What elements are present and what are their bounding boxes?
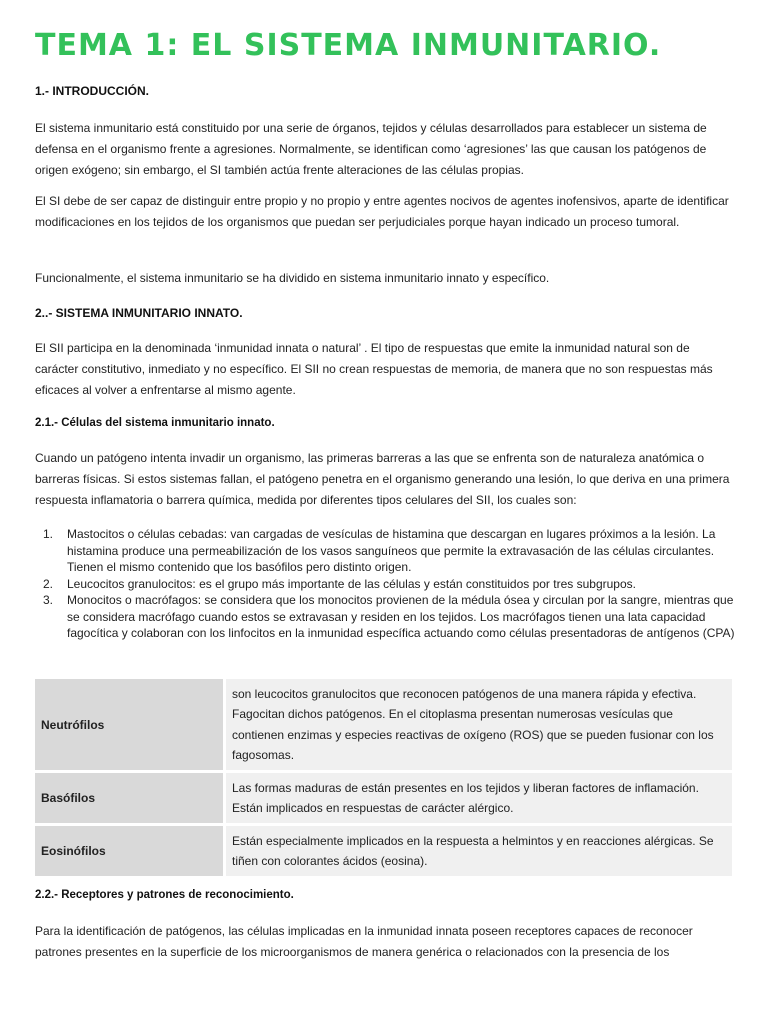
table-row xyxy=(35,826,732,876)
cell-types-list xyxy=(35,526,735,642)
cell-description: Están especialmente implicados en la respuesta a helmintos y en reacciones alérgicas. Se tiñen con colorantes ácidos (eosina). xyxy=(226,826,732,876)
heading-innate-cells: 2.1.- Células del sistema inmunitario innato. xyxy=(35,417,275,429)
heading-innate-system: 2..- SISTEMA INMUNITARIO INNATO. xyxy=(35,306,243,320)
cell-description: Las formas maduras de están presentes en los tejidos y liberan factores de inflamación. Están implicados en respuestas de carácter alérgico. xyxy=(226,773,732,823)
receptors-paragraph-1: Para la identificación de patógenos, las células implicadas en la inmunidad innata poseen receptores capaces de reconocer patrones presentes en la superficie de los microorganismos de manera genérica o relacionados con la presencia de los xyxy=(35,924,693,959)
cell-name: Neutrófilos xyxy=(35,679,226,770)
table-row xyxy=(35,679,732,770)
intro-paragraph-2: El SI debe de ser capaz de distinguir entre propio y no propio y entre agentes nocivos de agentes inofensivos, aparte de identificar modificaciones en los tejidos de los organismos que puedan ser perjudiciales porque hayan indicado un proceso tumoral. xyxy=(35,194,729,229)
table-row xyxy=(35,773,732,823)
cells-paragraph-1: Cuando un patógeno intenta invadir un organismo, las primeras barreras a las que se enfrenta son de naturaleza anatómica o barreras físicas. Si estos sistemas fallan, el patógeno penetra en el organismo generando una lesión, lo que deriva en una primera respuesta inflamatoria o barrera química, medida por diferentes tipos celulares del SII, los cuales son: xyxy=(35,451,730,507)
heading-introduccion: 1.- INTRODUCCIÓN. xyxy=(35,84,149,98)
intro-paragraph-1: El sistema inmunitario está constituido por una serie de órganos, tejidos y células desarrollados para establecer un sistema de defensa en el organismo frente a agresiones. Normalmente, se identifican como ‘agresiones’ las que causan los patógenos de origen exógeno; sin embargo, el SI también actúa frente alteraciones de las células propias. xyxy=(35,121,707,177)
heading-receptors: 2.2.- Receptores y patrones de reconocimiento. xyxy=(35,889,294,901)
cell-name: Basófilos xyxy=(35,773,226,823)
innate-paragraph-1: El SII participa en la denominada ‘inmunidad innata o natural’ . El tipo de respuestas que emite la inmunidad natural son de carácter constitutivo, inmediato y no específico. El SII no crean respuestas de memoria, de manera que no son respuestas más eficaces al volver a enfrentarse al mismo agente. xyxy=(35,341,713,397)
intro-paragraph-3: Funcionalmente, el sistema inmunitario se ha dividido en sistema inmunitario innato y específico. xyxy=(35,271,550,285)
list-item: 2. Leucocitos granulocitos: es el grupo más importante de las células y están constituidos por tres subgrupos. xyxy=(43,576,636,591)
list-item: 1. Mastocitos o células cebadas: van cargadas de vesículas de histamina que descargan en lugares próximos a la lesión. La histamina produce una permeabilización de los vasos sanguíneos que permite la extravasación de las células circulantes. Tienen el mismo contenido que los basófilos pero distinto origen. xyxy=(43,527,716,574)
document-title: TEMA 1: EL SISTEMA INMUNITARIO. xyxy=(35,28,662,63)
cell-name: Eosinófilos xyxy=(35,826,226,876)
cell-description: son leucocitos granulocitos que reconocen patógenos de una manera rápida y efectiva. Fagocitan dichos patógenos. En el citoplasma presentan numerosas vesículas que contienen enzimas y especies reactivas de oxígeno (ROS) que se pueden fusionar con los fagosomas. xyxy=(226,679,732,770)
list-item: 3. Monocitos o macrófagos: se considera que los monocitos provienen de la médula ósea y circulan por la sangre, mientras que se considera macrófago cuando estos se extravasan y residen en los tejidos. Los macrófagos tienen una lata capacidad fagocítica y colaboran con los linfocitos en la inmunidad específica actuando como células presentadoras de antígenos (CPA) xyxy=(43,593,735,640)
granulocytes-table xyxy=(35,676,732,879)
